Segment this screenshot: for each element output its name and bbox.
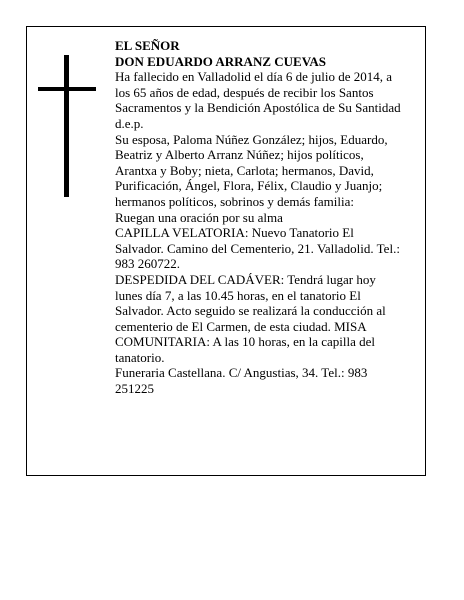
notice-text	[115, 38, 420, 397]
family-line: Purificación, Ángel, Flora, Félix, Claudio y Juanjo;	[115, 178, 383, 194]
farewell-line: tanatorio.	[115, 349, 165, 365]
heading-line-name: DON EDUARDO ARRANZ CUEVAS	[115, 53, 327, 69]
farewell-line: cementerio de El Carmen, de esta ciudad. MISA	[115, 318, 367, 334]
farewell-line: lunes día 7, a las 10.45 horas, en el tanatorio El	[115, 287, 361, 303]
cross-vertical-bar	[64, 55, 69, 197]
family-line: Su esposa, Paloma Núñez González; hijos, Eduardo,	[115, 131, 388, 147]
death-announcement-line: Sacramentos y la Bendición Apostólica de Su Santidad	[115, 100, 401, 116]
farewell-line: Salvador. Acto seguido se realizará la conducción al	[115, 303, 386, 319]
cross-icon	[38, 55, 96, 197]
farewell-line: DESPEDIDA DEL CADÁVER: Tendrá lugar hoy	[115, 271, 376, 287]
prayer-request-line: Ruegan una oración por su alma	[115, 209, 283, 225]
wake-chapel-line: CAPILLA VELATORIA: Nuevo Tanatorio El	[115, 225, 354, 241]
cross-horizontal-bar	[38, 87, 96, 91]
family-line: Arantxa y Boby; nieta, Carlota; hermanos, David,	[115, 162, 374, 178]
wake-chapel-line: Salvador. Camino del Cementerio, 21. Valladolid. Tel.:	[115, 240, 400, 256]
wake-chapel-line: 983 260722.	[115, 256, 180, 272]
heading-line-title: EL SEÑOR	[115, 38, 180, 53]
death-announcement-line: d.e.p.	[115, 115, 144, 131]
death-announcement-line: los 65 años de edad, después de recibir los Santos	[115, 84, 374, 100]
funeral-home-line: Funeraria Castellana. C/ Angustias, 34. Tel.: 983	[115, 365, 368, 381]
death-announcement-line: Ha fallecido en Valladolid el día 6 de julio de 2014, a	[115, 69, 393, 85]
family-line: hermanos políticos, sobrinos y demás familia:	[115, 193, 355, 209]
funeral-home-line: 251225	[115, 381, 154, 397]
farewell-line: COMUNITARIA: A las 10 horas, en la capilla del	[115, 334, 375, 350]
family-line: Beatriz y Alberto Arranz Núñez; hijos políticos,	[115, 147, 364, 163]
